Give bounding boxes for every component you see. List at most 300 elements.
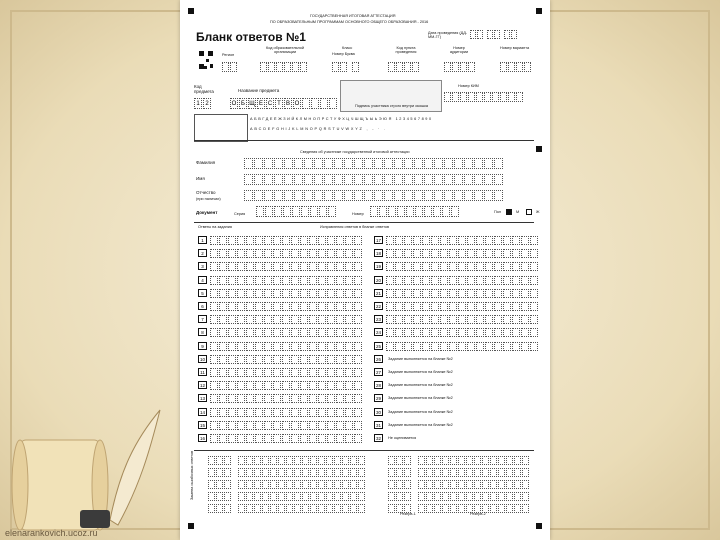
replace-answer-box[interactable] [506, 492, 513, 501]
answer-cell[interactable] [485, 328, 493, 337]
replace-answer-box[interactable] [342, 468, 349, 477]
answer-cell[interactable] [530, 289, 538, 298]
replace-answer-box[interactable] [498, 504, 505, 513]
answer-cell[interactable] [336, 328, 344, 337]
answer-cell[interactable] [458, 289, 466, 298]
answer-cell[interactable] [246, 302, 254, 311]
name-box[interactable] [274, 174, 283, 185]
answer-cell[interactable] [503, 289, 511, 298]
answer-cell[interactable] [345, 355, 353, 364]
class-number-box[interactable] [332, 62, 339, 72]
answer-cell[interactable] [404, 236, 412, 245]
answer-cell[interactable] [521, 328, 529, 337]
answer-cell[interactable] [318, 408, 326, 417]
replace-answer-box[interactable] [358, 480, 365, 489]
answer-cell[interactable] [246, 328, 254, 337]
replace-answer-box[interactable] [434, 468, 441, 477]
answer-cell[interactable] [228, 302, 236, 311]
doc-series-box[interactable] [310, 206, 318, 217]
answer-cell[interactable] [485, 236, 493, 245]
answer-cell[interactable] [431, 302, 439, 311]
patronymic-box[interactable] [254, 190, 263, 201]
answer-cell[interactable] [449, 289, 457, 298]
answer-cell[interactable] [431, 249, 439, 258]
answer-cell[interactable] [413, 315, 421, 324]
replace-answer-box[interactable] [442, 504, 449, 513]
answer-cell[interactable] [354, 381, 362, 390]
answer-cell[interactable] [300, 342, 308, 351]
name-box[interactable] [474, 174, 483, 185]
replace-num-box[interactable] [388, 468, 395, 477]
answer-cell[interactable] [467, 315, 475, 324]
replace-answer-box[interactable] [482, 468, 489, 477]
patronymic-box[interactable] [444, 190, 453, 201]
answer-cell[interactable] [485, 342, 493, 351]
replace-answer-box[interactable] [310, 468, 317, 477]
answer-cell[interactable] [345, 315, 353, 324]
answer-cell[interactable] [467, 262, 475, 271]
name-box[interactable] [404, 174, 413, 185]
answer-cell[interactable] [485, 315, 493, 324]
replace-answer-box[interactable] [434, 504, 441, 513]
answer-cell[interactable] [494, 236, 502, 245]
patronymic-box[interactable] [344, 190, 353, 201]
replace-answer-box[interactable] [310, 456, 317, 465]
answer-cell[interactable] [300, 434, 308, 443]
replace-answer-box[interactable] [350, 456, 357, 465]
answer-cell[interactable] [327, 302, 335, 311]
answer-cell[interactable] [327, 289, 335, 298]
answer-cell[interactable] [336, 289, 344, 298]
answer-cell[interactable] [228, 342, 236, 351]
replace-answer-box[interactable] [474, 492, 481, 501]
answer-cell[interactable] [210, 236, 218, 245]
answer-cell[interactable] [336, 421, 344, 430]
answer-cell[interactable] [309, 368, 317, 377]
answer-cell[interactable] [512, 315, 520, 324]
answer-cell[interactable] [291, 355, 299, 364]
answer-cell[interactable] [309, 421, 317, 430]
answer-cell[interactable] [395, 342, 403, 351]
answer-cell[interactable] [476, 342, 484, 351]
answer-cell[interactable] [530, 328, 538, 337]
replace-answer-box[interactable] [334, 480, 341, 489]
replace-answer-box[interactable] [450, 492, 457, 501]
answer-cell[interactable] [485, 262, 493, 271]
surname-box[interactable] [484, 158, 493, 169]
replace-answer-box[interactable] [358, 468, 365, 477]
answer-cell[interactable] [219, 355, 227, 364]
region-box[interactable] [222, 62, 229, 72]
answer-cell[interactable] [354, 236, 362, 245]
date-day-box[interactable] [470, 30, 476, 39]
answer-cell[interactable] [264, 421, 272, 430]
replace-num-box[interactable] [216, 480, 223, 489]
replace-answer-box[interactable] [426, 492, 433, 501]
answer-cell[interactable] [282, 368, 290, 377]
replace-num-box[interactable] [224, 456, 231, 465]
answer-cell[interactable] [309, 342, 317, 351]
answer-cell[interactable] [219, 236, 227, 245]
answer-cell[interactable] [264, 328, 272, 337]
answer-cell[interactable] [300, 368, 308, 377]
answer-cell[interactable] [345, 276, 353, 285]
replace-answer-box[interactable] [358, 504, 365, 513]
answer-cell[interactable] [327, 276, 335, 285]
surname-box[interactable] [254, 158, 263, 169]
answer-cell[interactable] [345, 434, 353, 443]
answer-cell[interactable] [354, 302, 362, 311]
answer-cell[interactable] [300, 276, 308, 285]
patronymic-box[interactable] [354, 190, 363, 201]
surname-box[interactable] [434, 158, 443, 169]
answer-cell[interactable] [354, 434, 362, 443]
answer-cell[interactable] [354, 276, 362, 285]
replace-answer-box[interactable] [506, 504, 513, 513]
answer-cell[interactable] [210, 342, 218, 351]
answer-cell[interactable] [219, 408, 227, 417]
name-box[interactable] [294, 174, 303, 185]
answer-cell[interactable] [512, 302, 520, 311]
answer-cell[interactable] [521, 276, 529, 285]
answer-cell[interactable] [246, 276, 254, 285]
replace-answer-box[interactable] [326, 480, 333, 489]
replace-answer-box[interactable] [522, 492, 529, 501]
replace-answer-box[interactable] [294, 492, 301, 501]
answer-cell[interactable] [318, 434, 326, 443]
answer-cell[interactable] [237, 328, 245, 337]
replace-answer-box[interactable] [254, 480, 261, 489]
variant-box[interactable] [500, 62, 507, 72]
answer-cell[interactable] [309, 394, 317, 403]
answer-cell[interactable] [318, 249, 326, 258]
replace-answer-box[interactable] [270, 456, 277, 465]
replace-answer-box[interactable] [262, 504, 269, 513]
answer-cell[interactable] [228, 249, 236, 258]
replace-answer-box[interactable] [418, 456, 425, 465]
answer-cell[interactable] [237, 236, 245, 245]
patronymic-box[interactable] [454, 190, 463, 201]
answer-cell[interactable] [345, 394, 353, 403]
replace-answer-box[interactable] [318, 468, 325, 477]
doc-number-box[interactable] [433, 206, 441, 217]
answer-cell[interactable] [386, 236, 394, 245]
answer-cell[interactable] [246, 249, 254, 258]
replace-answer-box[interactable] [286, 456, 293, 465]
doc-series-box[interactable] [301, 206, 309, 217]
answer-cell[interactable] [255, 421, 263, 430]
answer-cell[interactable] [228, 262, 236, 271]
answer-cell[interactable] [318, 355, 326, 364]
answer-cell[interactable] [530, 262, 538, 271]
answer-cell[interactable] [255, 276, 263, 285]
answer-cell[interactable] [264, 289, 272, 298]
answer-cell[interactable] [246, 236, 254, 245]
name-box[interactable] [464, 174, 473, 185]
answer-cell[interactable] [336, 276, 344, 285]
subject-name-box[interactable]: Щ [248, 98, 256, 109]
answer-cell[interactable] [503, 262, 511, 271]
answer-cell[interactable] [210, 434, 218, 443]
answer-cell[interactable] [228, 276, 236, 285]
answer-cell[interactable] [345, 408, 353, 417]
replace-answer-box[interactable] [318, 504, 325, 513]
answer-cell[interactable] [354, 289, 362, 298]
answer-cell[interactable] [449, 249, 457, 258]
date-day-box[interactable] [477, 30, 483, 39]
answer-cell[interactable] [512, 342, 520, 351]
answer-cell[interactable] [476, 249, 484, 258]
variant-box[interactable] [524, 62, 531, 72]
answer-cell[interactable] [210, 289, 218, 298]
doc-series-box[interactable] [274, 206, 282, 217]
answer-cell[interactable] [440, 276, 448, 285]
answer-cell[interactable] [327, 408, 335, 417]
name-box[interactable] [484, 174, 493, 185]
answer-cell[interactable] [494, 262, 502, 271]
name-box[interactable] [434, 174, 443, 185]
answer-cell[interactable] [309, 302, 317, 311]
answer-cell[interactable] [521, 342, 529, 351]
replace-answer-box[interactable] [458, 504, 465, 513]
replace-answer-box[interactable] [514, 504, 521, 513]
answer-cell[interactable] [404, 342, 412, 351]
subject-code-box[interactable]: 2 [203, 98, 211, 109]
answer-cell[interactable] [291, 249, 299, 258]
replace-answer-box[interactable] [286, 480, 293, 489]
answer-cell[interactable] [449, 342, 457, 351]
replace-num-box[interactable] [224, 492, 231, 501]
answer-cell[interactable] [255, 262, 263, 271]
answer-cell[interactable] [449, 276, 457, 285]
answer-cell[interactable] [440, 249, 448, 258]
replace-answer-box[interactable] [334, 456, 341, 465]
replace-num-box[interactable] [404, 480, 411, 489]
answer-cell[interactable] [246, 289, 254, 298]
answer-cell[interactable] [264, 408, 272, 417]
replace-answer-box[interactable] [270, 480, 277, 489]
answer-cell[interactable] [318, 394, 326, 403]
replace-answer-box[interactable] [294, 468, 301, 477]
surname-box[interactable] [334, 158, 343, 169]
replace-answer-box[interactable] [254, 504, 261, 513]
answer-cell[interactable] [219, 289, 227, 298]
answer-cell[interactable] [291, 381, 299, 390]
answer-cell[interactable] [395, 302, 403, 311]
kim-box[interactable] [492, 92, 499, 102]
replace-answer-box[interactable] [522, 504, 529, 513]
replace-answer-box[interactable] [490, 480, 497, 489]
answer-cell[interactable] [521, 249, 529, 258]
subject-name-box[interactable]: О [230, 98, 238, 109]
answer-cell[interactable] [476, 315, 484, 324]
answer-cell[interactable] [237, 434, 245, 443]
replace-answer-box[interactable] [238, 456, 245, 465]
answer-cell[interactable] [255, 249, 263, 258]
answer-cell[interactable] [309, 434, 317, 443]
replace-answer-box[interactable] [450, 504, 457, 513]
answer-cell[interactable] [282, 394, 290, 403]
answer-cell[interactable] [503, 236, 511, 245]
answer-cell[interactable] [386, 302, 394, 311]
answer-cell[interactable] [327, 262, 335, 271]
replace-answer-box[interactable] [498, 492, 505, 501]
answer-cell[interactable] [210, 249, 218, 258]
replace-answer-box[interactable] [506, 456, 513, 465]
surname-box[interactable] [384, 158, 393, 169]
replace-answer-box[interactable] [442, 480, 449, 489]
replace-answer-box[interactable] [302, 456, 309, 465]
replace-answer-box[interactable] [302, 492, 309, 501]
replace-answer-box[interactable] [278, 504, 285, 513]
patronymic-box[interactable] [364, 190, 373, 201]
doc-series-box[interactable] [256, 206, 264, 217]
answer-cell[interactable] [246, 434, 254, 443]
answer-cell[interactable] [512, 262, 520, 271]
name-box[interactable] [414, 174, 423, 185]
answer-cell[interactable] [327, 355, 335, 364]
replace-answer-box[interactable] [310, 492, 317, 501]
answer-cell[interactable] [318, 421, 326, 430]
answer-cell[interactable] [273, 262, 281, 271]
surname-box[interactable] [284, 158, 293, 169]
replace-answer-box[interactable] [294, 480, 301, 489]
answer-cell[interactable] [345, 302, 353, 311]
answer-cell[interactable] [404, 249, 412, 258]
replace-answer-box[interactable] [434, 480, 441, 489]
answer-cell[interactable] [219, 276, 227, 285]
answer-cell[interactable] [467, 302, 475, 311]
patronymic-box[interactable] [374, 190, 383, 201]
answer-cell[interactable] [228, 236, 236, 245]
replace-answer-box[interactable] [442, 492, 449, 501]
doc-series-box[interactable] [265, 206, 273, 217]
answer-cell[interactable] [237, 381, 245, 390]
replace-num-box[interactable] [396, 480, 403, 489]
answer-cell[interactable] [219, 328, 227, 337]
replace-answer-box[interactable] [326, 492, 333, 501]
answer-cell[interactable] [354, 328, 362, 337]
replace-answer-box[interactable] [426, 456, 433, 465]
doc-series-box[interactable] [328, 206, 336, 217]
answer-cell[interactable] [327, 249, 335, 258]
answer-cell[interactable] [503, 315, 511, 324]
answer-cell[interactable] [512, 276, 520, 285]
replace-answer-box[interactable] [278, 456, 285, 465]
answer-cell[interactable] [521, 236, 529, 245]
answer-cell[interactable] [422, 262, 430, 271]
answer-cell[interactable] [530, 236, 538, 245]
answer-cell[interactable] [237, 342, 245, 351]
answer-cell[interactable] [237, 289, 245, 298]
answer-cell[interactable] [404, 262, 412, 271]
replace-answer-box[interactable] [482, 492, 489, 501]
answer-cell[interactable] [404, 328, 412, 337]
replace-num-box[interactable] [388, 456, 395, 465]
answer-cell[interactable] [431, 342, 439, 351]
date-year-box[interactable] [504, 30, 510, 39]
answer-cell[interactable] [291, 328, 299, 337]
answer-cell[interactable] [440, 289, 448, 298]
replace-answer-box[interactable] [262, 480, 269, 489]
answer-cell[interactable] [291, 421, 299, 430]
org-code-box[interactable] [268, 62, 275, 72]
answer-cell[interactable] [395, 276, 403, 285]
answer-cell[interactable] [300, 328, 308, 337]
name-box[interactable] [284, 174, 293, 185]
kim-box[interactable] [460, 92, 467, 102]
answer-cell[interactable] [422, 302, 430, 311]
answer-cell[interactable] [282, 302, 290, 311]
answer-cell[interactable] [530, 249, 538, 258]
kim-box[interactable] [500, 92, 507, 102]
answer-cell[interactable] [440, 342, 448, 351]
replace-num-box[interactable] [224, 468, 231, 477]
replace-num-box[interactable] [388, 480, 395, 489]
replace-answer-box[interactable] [278, 480, 285, 489]
answer-cell[interactable] [273, 289, 281, 298]
answer-cell[interactable] [485, 249, 493, 258]
answer-cell[interactable] [255, 342, 263, 351]
answer-cell[interactable] [449, 262, 457, 271]
answer-cell[interactable] [273, 276, 281, 285]
replace-answer-box[interactable] [286, 468, 293, 477]
answer-cell[interactable] [404, 302, 412, 311]
answer-cell[interactable] [273, 328, 281, 337]
doc-series-box[interactable] [283, 206, 291, 217]
answer-cell[interactable] [291, 289, 299, 298]
subject-name-box[interactable]: С [266, 98, 274, 109]
answer-cell[interactable] [228, 408, 236, 417]
answer-cell[interactable] [336, 236, 344, 245]
answer-cell[interactable] [255, 355, 263, 364]
answer-cell[interactable] [440, 236, 448, 245]
answer-cell[interactable] [422, 236, 430, 245]
answer-cell[interactable] [300, 249, 308, 258]
answer-cell[interactable] [282, 421, 290, 430]
answer-cell[interactable] [264, 355, 272, 364]
replace-answer-box[interactable] [246, 468, 253, 477]
answer-cell[interactable] [264, 302, 272, 311]
answer-cell[interactable] [345, 368, 353, 377]
replace-answer-box[interactable] [238, 492, 245, 501]
answer-cell[interactable] [255, 408, 263, 417]
answer-cell[interactable] [291, 434, 299, 443]
answer-cell[interactable] [503, 276, 511, 285]
answer-cell[interactable] [219, 368, 227, 377]
answer-cell[interactable] [255, 236, 263, 245]
replace-answer-box[interactable] [458, 492, 465, 501]
answer-cell[interactable] [318, 262, 326, 271]
answer-cell[interactable] [255, 368, 263, 377]
replace-answer-box[interactable] [246, 456, 253, 465]
answer-cell[interactable] [458, 236, 466, 245]
patronymic-box[interactable] [494, 190, 503, 201]
replace-answer-box[interactable] [498, 468, 505, 477]
answer-cell[interactable] [210, 355, 218, 364]
answer-cell[interactable] [300, 262, 308, 271]
name-box[interactable] [374, 174, 383, 185]
auditorium-box[interactable] [460, 62, 467, 72]
answer-cell[interactable] [395, 328, 403, 337]
answer-cell[interactable] [219, 315, 227, 324]
answer-cell[interactable] [282, 328, 290, 337]
answer-cell[interactable] [336, 434, 344, 443]
answer-cell[interactable] [219, 249, 227, 258]
replace-answer-box[interactable] [482, 480, 489, 489]
answer-cell[interactable] [246, 394, 254, 403]
answer-cell[interactable] [309, 276, 317, 285]
